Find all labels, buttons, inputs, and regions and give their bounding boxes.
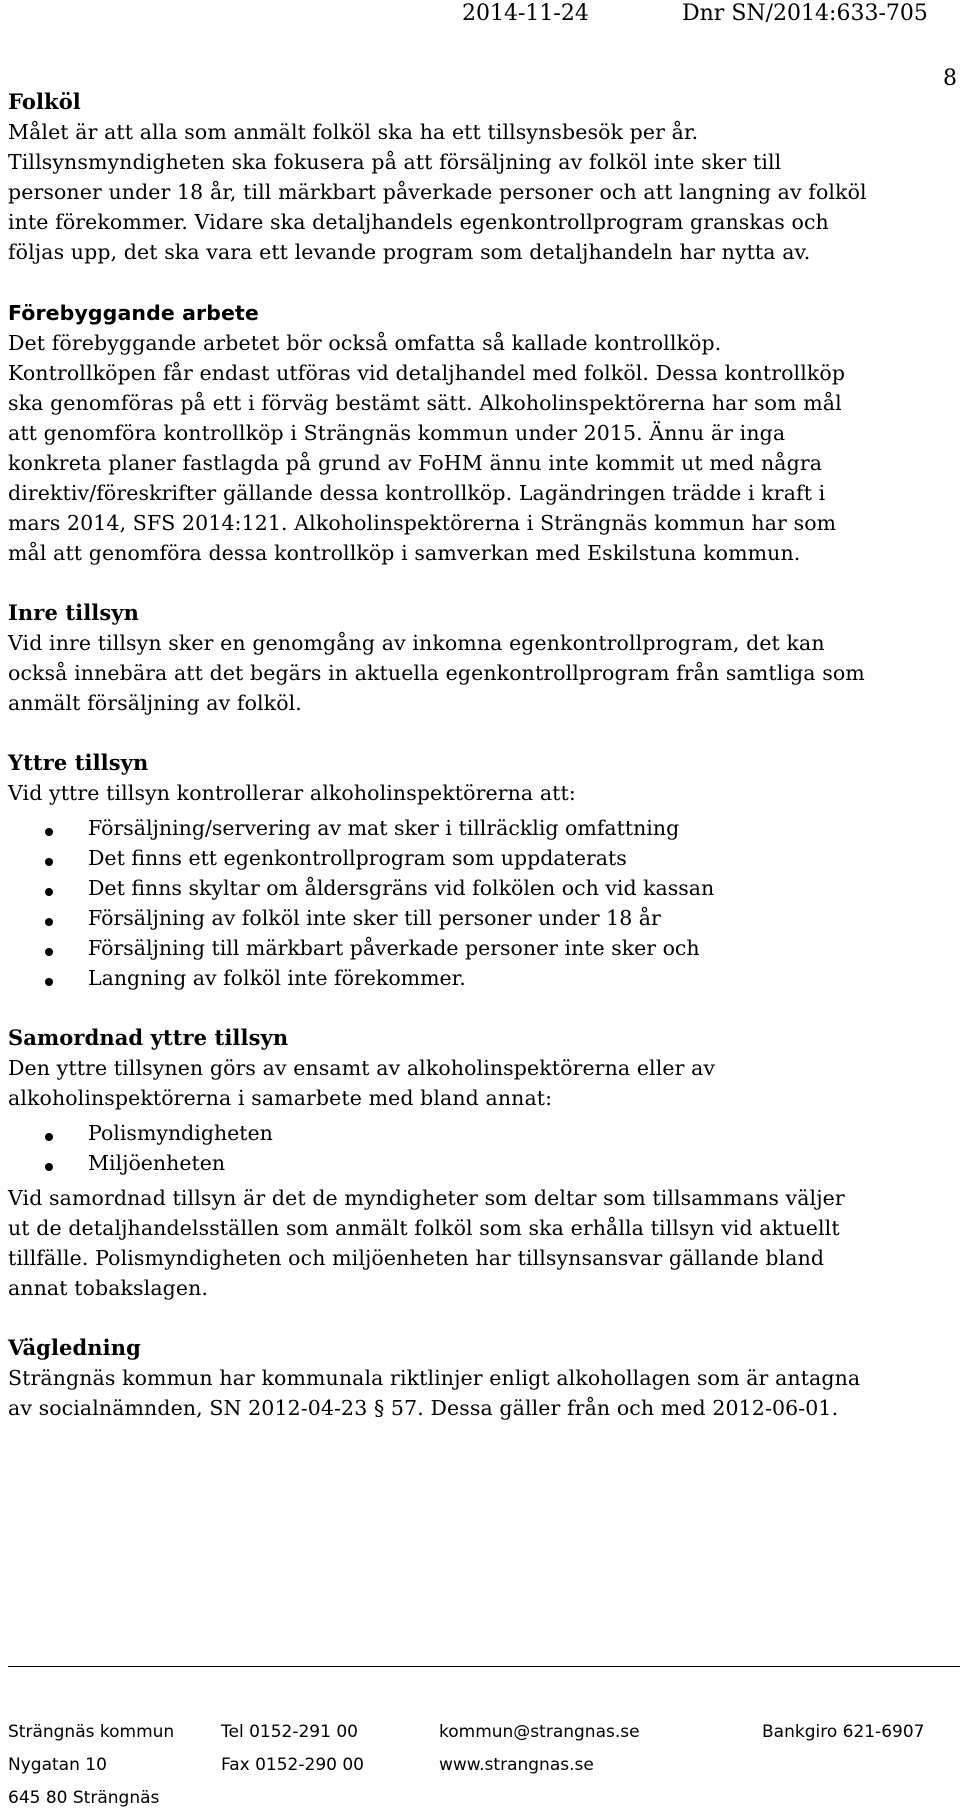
- footer-postal: 645 80 Strängnäs: [8, 1788, 160, 1808]
- list-item: Det finns ett egenkontrollprogram som uppdaterats: [88, 846, 627, 870]
- paragraph-line: Strängnäs kommun har kommunala riktlinjer enligt alkohollagen som är antagna: [8, 1366, 861, 1390]
- footer-bankgiro: Bankgiro 621-6907: [762, 1722, 925, 1742]
- paragraph-line: direktiv/föreskrifter gällande dessa kontrollköp. Lagändringen trädde i kraft i: [8, 481, 826, 505]
- footer-divider: [8, 1666, 960, 1667]
- paragraph-line: mål att genomföra dessa kontrollköp i samverkan med Eskilstuna kommun.: [8, 541, 801, 565]
- bullet-icon: [45, 1163, 53, 1171]
- paragraph-line: följas upp, det ska vara ett levande program som detaljhandeln har nytta av.: [8, 240, 811, 264]
- list-item: Det finns skyltar om åldersgräns vid folkölen och vid kassan: [88, 876, 715, 900]
- paragraph-line: att genomföra kontrollköp i Strängnäs kommun under 2015. Ännu är inga: [8, 421, 786, 445]
- paragraph-line: också innebära att det begärs in aktuella egenkontrollprogram från samtliga som: [8, 661, 865, 685]
- section-heading: Folköl: [8, 89, 81, 114]
- paragraph-line: ska genomföras på ett i förväg bestämt sätt. Alkoholinspektörerna har som mål: [8, 391, 842, 415]
- paragraph-line: ut de detaljhandelsställen som anmält folköl som ska erhålla tillsyn vid aktuellt: [8, 1216, 840, 1240]
- paragraph-line: Vid yttre tillsyn kontrollerar alkoholinspektörerna att:: [8, 781, 576, 805]
- paragraph-line: tillfälle. Polismyndigheten och miljöenheten har tillsynsansvar gällande bland: [8, 1246, 825, 1270]
- list-item: Polismyndigheten: [88, 1121, 273, 1145]
- paragraph-line: Målet är att alla som anmält folköl ska ha ett tillsynsbesök per år.: [8, 120, 699, 144]
- section-heading: Förebyggande arbete: [8, 301, 259, 325]
- paragraph-line: anmält försäljning av folköl.: [8, 691, 302, 715]
- paragraph-line: Vid samordnad tillsyn är det de myndigheter som deltar som tillsammans väljer: [8, 1186, 845, 1210]
- bullet-icon: [45, 828, 53, 836]
- bullet-icon: [45, 1133, 53, 1141]
- footer-phone: Tel 0152-291 00: [221, 1722, 358, 1742]
- paragraph-line: inte förekommer. Vidare ska detaljhandels egenkontrollprogram granskas och: [8, 210, 829, 234]
- list-item: Försäljning av folköl inte sker till personer under 18 år: [88, 906, 661, 930]
- bullet-icon: [45, 888, 53, 896]
- paragraph-line: Det förebyggande arbetet bör också omfatta så kallade kontrollköp.: [8, 331, 722, 355]
- paragraph-line: alkoholinspektörerna i samarbete med bland annat:: [8, 1086, 553, 1110]
- list-item: Försäljning till märkbart påverkade personer inte sker och: [88, 936, 700, 960]
- paragraph-line: mars 2014, SFS 2014:121. Alkoholinspektörerna i Strängnäs kommun har som: [8, 511, 837, 535]
- footer-fax: Fax 0152-290 00: [221, 1755, 364, 1775]
- bullet-icon: [45, 978, 53, 986]
- footer-street: Nygatan 10: [8, 1755, 107, 1775]
- list-item: Miljöenheten: [88, 1151, 226, 1175]
- paragraph-line: Tillsynsmyndigheten ska fokusera på att försäljning av folköl inte sker till: [8, 150, 782, 174]
- document-reference: Dnr SN/2014:633-705: [682, 1, 928, 26]
- bullet-icon: [45, 948, 53, 956]
- document-date: 2014-11-24: [462, 1, 589, 26]
- bullet-icon: [45, 858, 53, 866]
- paragraph-line: Kontrollköpen får endast utföras vid detaljhandel med folköl. Dessa kontrollköp: [8, 361, 846, 385]
- paragraph-line: av socialnämnden, SN 2012-04-23 § 57. Dessa gäller från och med 2012-06-01.: [8, 1396, 839, 1420]
- paragraph-line: Den yttre tillsynen görs av ensamt av alkoholinspektörerna eller av: [8, 1056, 716, 1080]
- list-item: Langning av folköl inte förekommer.: [88, 966, 466, 990]
- page-number: 8: [943, 66, 957, 91]
- bullet-icon: [45, 918, 53, 926]
- paragraph-line: annat tobakslagen.: [8, 1276, 209, 1300]
- section-heading: Vägledning: [8, 1335, 141, 1360]
- section-heading: Yttre tillsyn: [8, 750, 149, 775]
- footer-org-name: Strängnäs kommun: [8, 1722, 175, 1742]
- section-heading: Samordnad yttre tillsyn: [8, 1025, 289, 1050]
- paragraph-line: konkreta planer fastlagda på grund av FoHM ännu inte kommit ut med några: [8, 451, 823, 475]
- paragraph-line: Vid inre tillsyn sker en genomgång av inkomna egenkontrollprogram, det kan: [8, 631, 825, 655]
- section-heading: Inre tillsyn: [8, 600, 139, 625]
- list-item: Försäljning/servering av mat sker i tillräcklig omfattning: [88, 816, 680, 840]
- footer-website: www.strangnas.se: [439, 1755, 594, 1775]
- footer-email: kommun@strangnas.se: [439, 1722, 640, 1742]
- paragraph-line: personer under 18 år, till märkbart påverkade personer och att langning av folköl: [8, 180, 867, 204]
